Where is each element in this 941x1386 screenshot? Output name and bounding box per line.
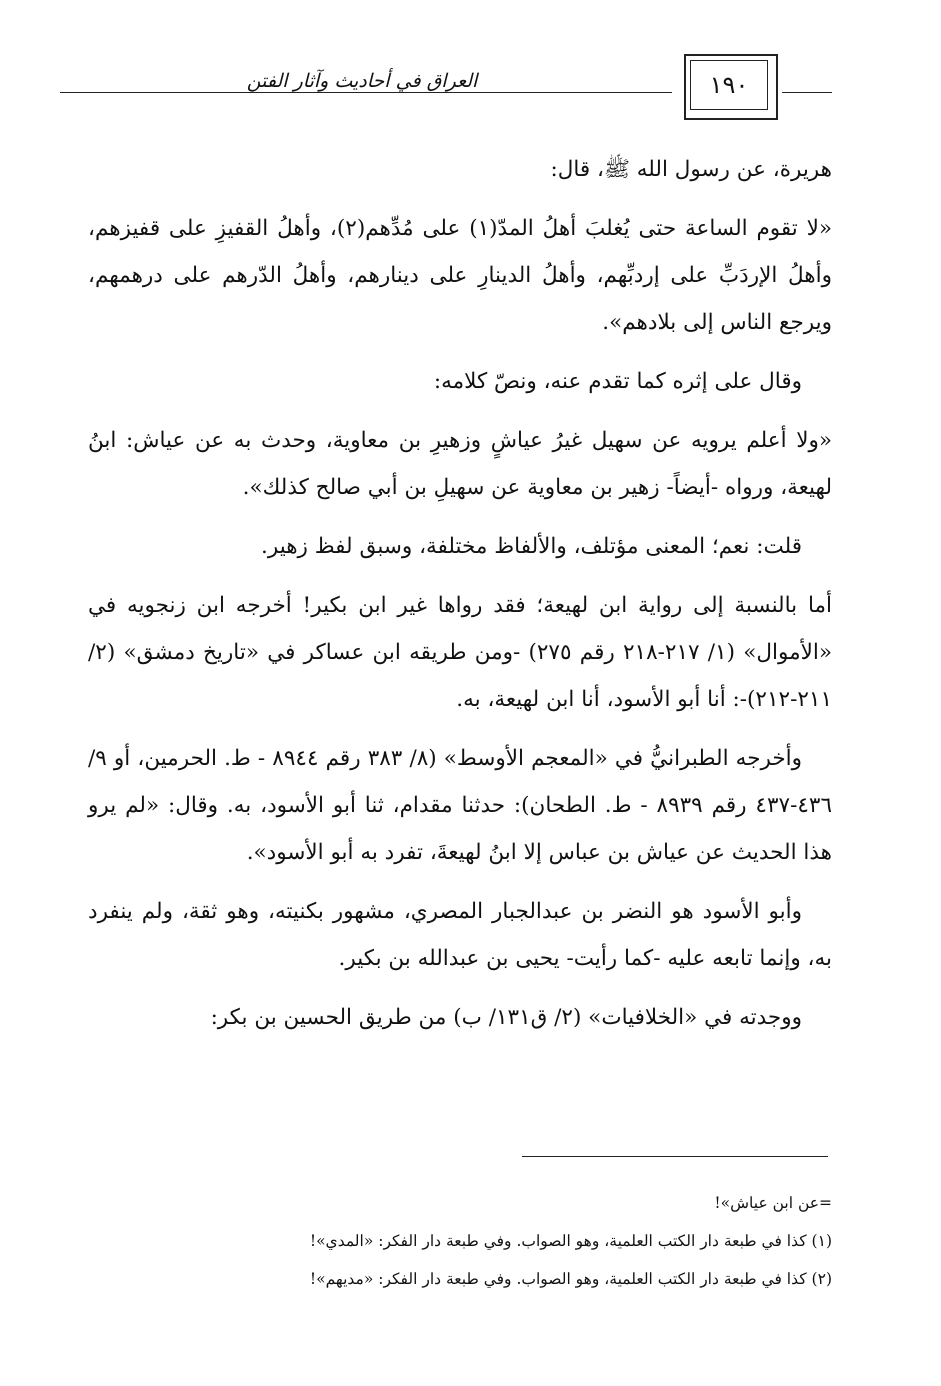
footnote-continuation: =عن ابن عياش»! bbox=[714, 1194, 832, 1212]
paragraph-7: وأخرجه الطبرانيُّ في «المعجم الأوسط» (٨/ ٣٨٣ رقم ٨٩٤٤ - ط. الحرمين، أو ٩/ ٤٣٦-٤٣٧ رقم ٨٩٣٩ - ط. الطحان): حدثنا مقدام، ثنا أبو الأسود، به. وقال: «لم يرو هذا الحديث عن عياش بن عباس إلا ابنُ لهيعةَ، تفرد به أبو الأسود». bbox=[88, 746, 832, 865]
footnote-2: (٢) كذا في طبعة دار الكتب العلمية، وهو الصواب. وفي طبعة دار الفكر: «مديهم»! bbox=[309, 1270, 832, 1288]
header-rule-right bbox=[782, 92, 832, 93]
footnotes bbox=[96, 1184, 832, 1298]
page-number: ١٩٠ bbox=[690, 60, 768, 110]
paragraph-1: هريرة، عن رسول الله ﷺ، قال: bbox=[550, 157, 832, 182]
footnote-separator bbox=[522, 1156, 828, 1157]
paragraph-5: قلت: نعم؛ المعنى مؤتلف، والألفاظ مختلفة، وسبق لفظ زهير. bbox=[261, 534, 802, 559]
paragraph-9: ووجدته في «الخلافيات» (٢/ ق١٣١/ ب) من طريق الحسين بن بكر: bbox=[210, 1005, 802, 1030]
paragraph-2: «لا تقوم الساعة حتى يُغلبَ أهلُ المدّ(١) على مُدِّهم(٢)، وأهلُ القفيزِ على قفيزهم، وأهلُ الإردَبِّ على إردبِّهم، وأهلُ الدينارِ على دينارهم، وأهلُ الدّرهم على درهمهم، ويرجع الناس إلى بلادهم». bbox=[88, 216, 832, 335]
paragraph-4: «ولا أعلم يرويه عن سهيل غيرُ عياشٍ وزهيرِ بن معاوية، وحدث به عن عياش: ابنُ لهيعة، ورواه -أيضاً- زهير بن معاوية عن سهيلِ بن أبي صالح كذلك». bbox=[88, 428, 832, 500]
footnote-1: (١) كذا في طبعة دار الكتب العلمية، وهو الصواب. وفي طبعة دار الفكر: «المدي»! bbox=[309, 1232, 832, 1250]
page-number-box bbox=[684, 54, 778, 120]
paragraph-3: وقال على إثره كما تقدم عنه، ونصّ كلامه: bbox=[433, 369, 802, 394]
running-title: العراق في أحاديث وآثار الفتن bbox=[152, 70, 572, 92]
paragraph-8: وأبو الأسود هو النضر بن عبدالجبار المصري، مشهور بكنيته، وهو ثقة، ولم ينفرد به، وإنما تابعه عليه -كما رأيت- يحيى بن عبدالله بن بكير. bbox=[88, 899, 832, 971]
paragraph-6: أما بالنسبة إلى رواية ابن لهيعة؛ فقد رواها غير ابن بكير! أخرجه ابن زنجويه في «الأموال» (١/ ٢١٧-٢١٨ رقم ٢٧٥) -ومن طريقه ابن عساكر في «تاريخ دمشق» (٢/ ٢١١-٢١٢)-: أنا أبو الأسود، أنا ابن لهيعة، به. bbox=[88, 593, 832, 712]
page-header bbox=[60, 50, 832, 124]
main-text bbox=[88, 146, 832, 1053]
header-rule-left bbox=[60, 92, 672, 93]
